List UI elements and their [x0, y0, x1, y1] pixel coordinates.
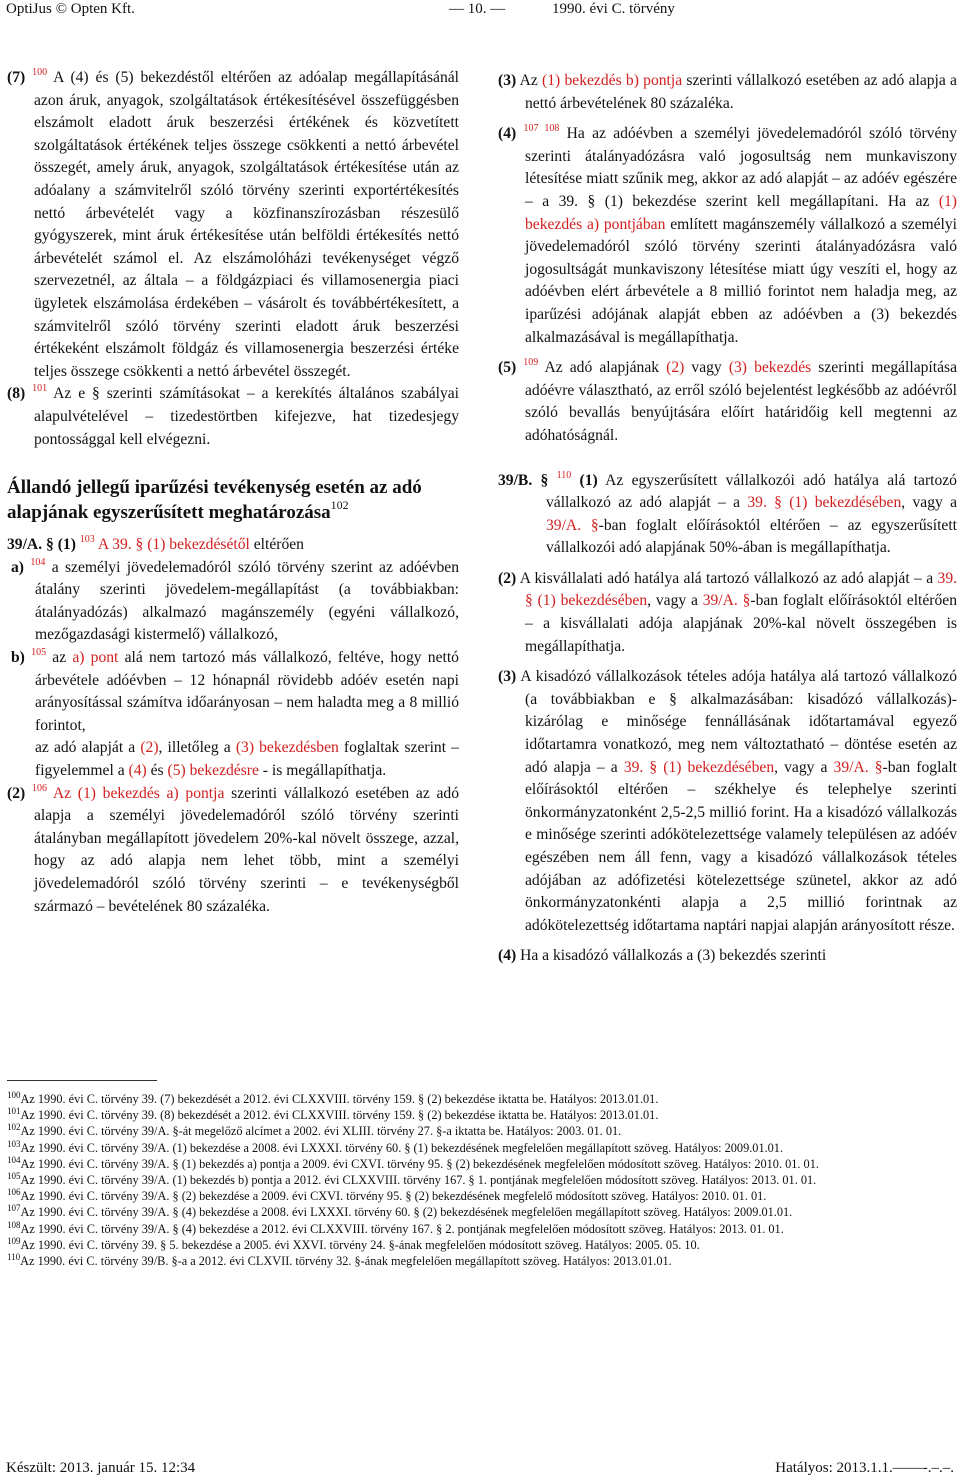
header-page-number: — 10. — [449, 1, 506, 17]
footnote: $^{109}$Az 1990. évi C. törvény 39. § 5. bekezdése a 2005. évi XXVI. törvény 24. §-ának megfelelően módosított szöveg. Hatályos: 2005. 05. 10. [7, 1235, 700, 1252]
point-b: b) $^{105}$ az a) pont alá nem tartozó más vállalkozó, feltéve, hogy nettó árbevétele adóévben – 12 hónapnál rövidebb adóév esetén napi arányosítással számítva időarányosan – nem haladta meg a 8 millió forintot, [11, 647, 459, 734]
footnote: $^{101}$Az 1990. évi C. törvény 39. (8) bekezdését a 2012. évi CLXXVIII. törvény 159. § (2) bekezdése iktatta be. Hatályos: 2013.01.01. [7, 1106, 659, 1123]
footnote-ref[interactable]: 109 [523, 357, 539, 369]
section-39b-paragraph-1: 39/B. § $^{110}$ (1) Az egyszerűsített vállalkozói adó hatálya alá tartozó vállalkozó az adó alapját – a 39. § (1) bekezdésében, vagy a 39/A. §-ban foglalt előírásoktól eltérően – az egyszerűsített vállalkozói adó alapjának 50%-ában is megállapíthatja. [498, 469, 958, 557]
cross-reference-link[interactable]: (2) [140, 739, 159, 757]
cross-reference-link[interactable]: 39. § (1) bekezdésében [747, 494, 902, 512]
section-symbol: § [46, 536, 54, 554]
footnote-ref[interactable]: 102 [330, 498, 349, 513]
section-39a-intro: 39/A. § (1) $^{103}$ A 39. § (1) bekezdésétől eltérően [7, 534, 304, 554]
paragraph-text: szerinti vállalkozó esetében az adó alapja a személyi jövedelemadóról szóló törvény szerinti átalányban megállapított jövedelem 20%-kal növelt összege, azzal, hogy az adó alapja nem lehet több, mint a személyi jövedelemadóról szóló törvény szerinti – e tevékenységből származó – bevételének 80 százaléka. [34, 784, 460, 915]
paragraph-number: (7) [7, 69, 26, 86]
point-label: b) [11, 649, 25, 667]
footnote: $^{102}$Az 1990. évi C. törvény 39/A. §-át megelőző alcímet a 2002. évi XLIII. törvény 27. §-a iktatta be. Hatályos: 2003. 01. 01. [7, 1122, 622, 1139]
cross-reference-link[interactable]: (3) bekezdésben [235, 739, 339, 757]
footnote: $^{106}$Az 1990. évi C. törvény 39/A. § (2) bekezdése a 2009. évi CXVI. törvény 95. § (2) bekezdésének megfelelő módosított szöveg. Hatályos: 2010. 01. 01. [7, 1187, 767, 1204]
section-heading: Állandó jellegű iparűzési tevékenység esetén az adó alapjának egyszerűsített meghatározása$^{102}$ [7, 477, 422, 524]
footnote: $^{107}$Az 1990. évi C. törvény 39/A. § (4) bekezdése a 2008. évi LXXXI. törvény 60. § (2) bekezdésének megfelelően megállapított szöveg. Hatályos: 2009.01.01. [7, 1203, 793, 1220]
cross-reference-link[interactable]: (4) [128, 762, 147, 780]
paragraph-number: (3) [498, 72, 517, 89]
paragraph-2 [7, 783, 459, 919]
paragraph-7 [7, 67, 459, 383]
paragraph-number: (5) [498, 359, 517, 377]
footnote: $^{103}$Az 1990. évi C. törvény 39/A. (1) bekezdése a 2008. évi LXXXI. törvény 60. § (1) bekezdésének megfelelően megállapított szöveg. Hatályos: 2009.01.01. [7, 1138, 784, 1155]
cross-reference-link[interactable]: (5) bekezdésre [167, 762, 259, 780]
section-number: 39/A. [7, 536, 43, 554]
cross-reference-link[interactable]: 39. § (1) bekezdésében [525, 569, 958, 610]
cross-reference-link[interactable]: (1) bekezdés b) pontja [542, 72, 683, 89]
paragraph-number: (4) [498, 947, 517, 965]
footnote-ref[interactable]: 100 [32, 67, 48, 78]
section-39b-paragraph-2: (2) A kisvállalati adó hatálya alá tartozó vállalkozó az adó alapját – a 39. § (1) bekezdésében, vagy a 39/A. §-ban foglalt előírásoktól eltérően – a kisvállalati adója alapjának 20%-kal növelt összegében is megállapíthatja. [498, 569, 958, 655]
paragraph-number: (8) [7, 385, 26, 403]
footnote: $^{105}$Az 1990. évi C. törvény 39/A. (1) bekezdés b) pontja a 2012. évi CLXXVIII. törvény 167. § 1. pontjának megfelelően módosított szöveg. Hatályos: 2013. 01. 01. [7, 1171, 817, 1188]
paragraph-5: (5) $^{109}$ Az adó alapjának (2) vagy (3) bekezdés szerinti megállapítása adóévre választható, az erről szóló bejelentést legkésőbb az adóévről szóló bevallás benyújtására előírt határidőig kell megtenni az adóhatóságnál. [498, 357, 957, 444]
cross-reference-link[interactable]: A 39. § (1) bekezdésétől [97, 536, 250, 554]
paragraph-number: (2) [498, 569, 517, 587]
footnote: $^{100}$Az 1990. évi C. törvény 39. (7) bekezdését a 2012. évi CLXXVIII. törvény 159. § (2) bekezdése iktatta be. Hatályos: 2013.01.01. [7, 1090, 659, 1106]
point-a [11, 557, 459, 647]
footnote: $^{104}$Az 1990. évi C. törvény 39/A. § (1) bekezdés a) pontja a 2009. évi CXVI. törvény 95. § (2) bekezdésének megfelelően módosított szöveg. Hatályos: 2010. 01. 01. [7, 1154, 819, 1171]
point-tail: az adó alapját a (2), illetőleg a (3) bekezdésben foglaltak szerint – figyelemmel a (4) és (5) bekezdésre - is megállapíthatja. [35, 739, 459, 780]
paragraph-4: (4) $^{107 108}$ Ha az adóévben a személyi jövedelemadóról szóló törvény szerinti átalányadózásra való jogosultság nem munkaviszony létesítése miatt szűnik meg, akkor az adó alapját – az adóév egészére – a 39. § (1) bekezdése szerint kell megállapítani. Ha az (1) bekezdés a) pontjában említett magánszemély vállalkozó a személyi jövedelemadóról szóló törvény szerinti átalányadózásra való jogosultságát munkaviszony létesítése miatt úgy veszíti el, hogy az adóévben elért árbevétele a 8 millió forintot nem haladja meg, az iparűzési adójának alapját ebben az adóévben a (3) bekezdés alkalmazásával is megállapíthatja. [498, 123, 957, 346]
section-39b-paragraph-3: (3) A kisadózó vállalkozások tételes adója hatálya alá tartozó vállalkozó (a továbbiakban e § alkalmazásában: kisadózó vállalkozás)- kizárólag e minősége fennállásának időtartamával egyező időtartamra vonatkozó, meg nem változtatható – döntése esetén az adó alapja – a 39. § (1) bekezdésében, vagy a 39/A. §-ban foglalt előírásoktól eltérően – székhelye és telephelye szerinti önkormányzatonként 2,5-2,5 millió forint. Ha a kisadózó vállalkozás e minősége szerinti adókötelezettsége valamely településen az adóév egészében nem áll fenn, vagy a kisadózó vállalkozások tételes adójában az adófizetési kötelezettsége szünetel, akkor az adó önkormányzatonkénti alapja a 2,5 millió forintnak az adókötelezettség időtartama naptári napjai alapján arányosított része. [498, 668, 957, 934]
paragraph-8 [7, 383, 459, 451]
paragraph-number: (1) [57, 536, 76, 554]
footnote-ref[interactable]: 104 [30, 556, 46, 568]
point-label: a) [11, 558, 24, 576]
cross-reference-link[interactable]: (3) bekezdés [728, 359, 812, 377]
header-law-title: 1990. évi C. törvény [552, 1, 675, 17]
paragraph-text: Az e § szerinti számításokat – a kerekítés általános szabályai alapulvételével – tizedestörtben kifejezve, hat tizedesjegy pontossággal kell elvégezni. [34, 385, 459, 448]
paragraph-number: (4) [498, 125, 517, 143]
page-header [0, 0, 960, 22]
cross-reference-link[interactable]: 39/A. § [833, 758, 883, 776]
point-text: alá nem tartozó más vállalkozó, feltéve, hogy nettó árbevétele adóévben – 12 hónapnál rövidebb adóév esetén napi arányosítással számítva időarányosan – nem haladta meg a 8 millió forintot, [35, 649, 459, 734]
footer-valid: Hatályos: 2013.1.1.——-.–.–. [775, 1460, 954, 1476]
paragraph-number: (3) [498, 668, 517, 686]
footnote-ref[interactable]: 107 108 [523, 123, 560, 135]
footnote-ref[interactable]: 106 [31, 782, 47, 794]
cross-reference-link[interactable]: 39/A. § [546, 516, 599, 534]
header-publisher: OptiJus © Opten Kft. [6, 1, 135, 17]
right-column [498, 70, 957, 968]
cross-reference-link[interactable]: 39. § (1) bekezdésében [623, 758, 775, 776]
cross-reference-link[interactable]: a) pont [72, 649, 119, 667]
cross-reference-link[interactable]: (2) [666, 359, 685, 377]
paragraph-number: (2) [7, 784, 26, 802]
paragraph-text: szerinti vállalkozó esetében az adó alapja a nettó árbevételének 80 százaléka. [525, 72, 957, 112]
paragraph-number: (1) [579, 471, 598, 489]
footnote-divider [7, 1080, 157, 1081]
footnotes [7, 1091, 957, 1269]
footer-created: Készült: 2013. január 15. 12:34 [6, 1460, 196, 1476]
cross-reference-link[interactable]: (1) bekezdés a) pontjában [525, 192, 957, 233]
section-symbol: § [540, 471, 549, 489]
footnote-ref[interactable]: 103 [79, 534, 95, 546]
left-column [7, 67, 459, 918]
cross-reference-link[interactable]: Az (1) bekezdés a) pontja [52, 784, 225, 802]
section-39b-paragraph-4: (4) Ha a kisadózó vállalkozás a (3) bekezdés szerinti [498, 947, 827, 965]
footnote-ref[interactable]: 105 [31, 647, 47, 659]
footnote: $^{108}$Az 1990. évi C. törvény 39/A. § (4) bekezdése a 2012. évi CLXXVIII. törvény 167. § 2. pontjának megfelelően módosított szöveg. Hatályos: 2013. 01. 01. [7, 1219, 784, 1236]
section-number: 39/B. [498, 471, 533, 489]
paragraph-3: (3) Az (1) bekezdés b) pontja szerinti vállalkozó esetében az adó alapja a nettó árbevételének 80 százaléka. [498, 72, 957, 112]
footnote: $^{110}$Az 1990. évi C. törvény 39/B. §-a a 2012. évi CLXVII. törvény 32. §-ának megfelelően megállapított szöveg. Hatályos: 2013.01.01. [7, 1252, 672, 1269]
paragraph-text: A (4) és (5) bekezdéstől eltérően az adóalap megállapításánál azon áruk, anyagok, szolgáltatások értékesítésével összefüggésben elszámolt eladott áruk beszerzési értékének és közvetített szolgáltatások értékének teljes összege csökkenti a nettó árbevétel összegét, amely áruk, anyagok, szolgáltatások értékesítése után az adóalany a számvitelről szóló törvény szerinti exportértékesítés nettó árbevételét vagy a közfinanszírozásban részesülő gyógyszerek, mint áruk értékesítése után belföldi értékesítés nettó árbevételét számol el. Az elszámolóházi tevékenységet végző szervezetnél, az általa – a földgázpiaci és villamosenergia piaci ügyletek elszámolása érdekében – vásárolt és továbbértékesített, a számvitelről szóló törvény szerinti eladott áruk beszerzési értékeként elszámolt földgáz és villamosenergia beszerzési értéke teljes összege csökkenti a nettó árbevétel összegét. [34, 69, 459, 380]
footnote-ref[interactable]: 110 [556, 469, 572, 481]
footnote-ref[interactable]: 101 [32, 383, 48, 395]
point-text: a személyi jövedelemadóról szóló törvény szerint az adóévben átalány szerinti jövedelem-megállapítást (a továbbiakban: átalányadózás) alkalmazó magánszemély (egyéni vállalkozó, mezőgazdasági kistermelő) vállalkozó, [35, 558, 459, 644]
cross-reference-link[interactable]: 39/A. § [702, 592, 751, 610]
